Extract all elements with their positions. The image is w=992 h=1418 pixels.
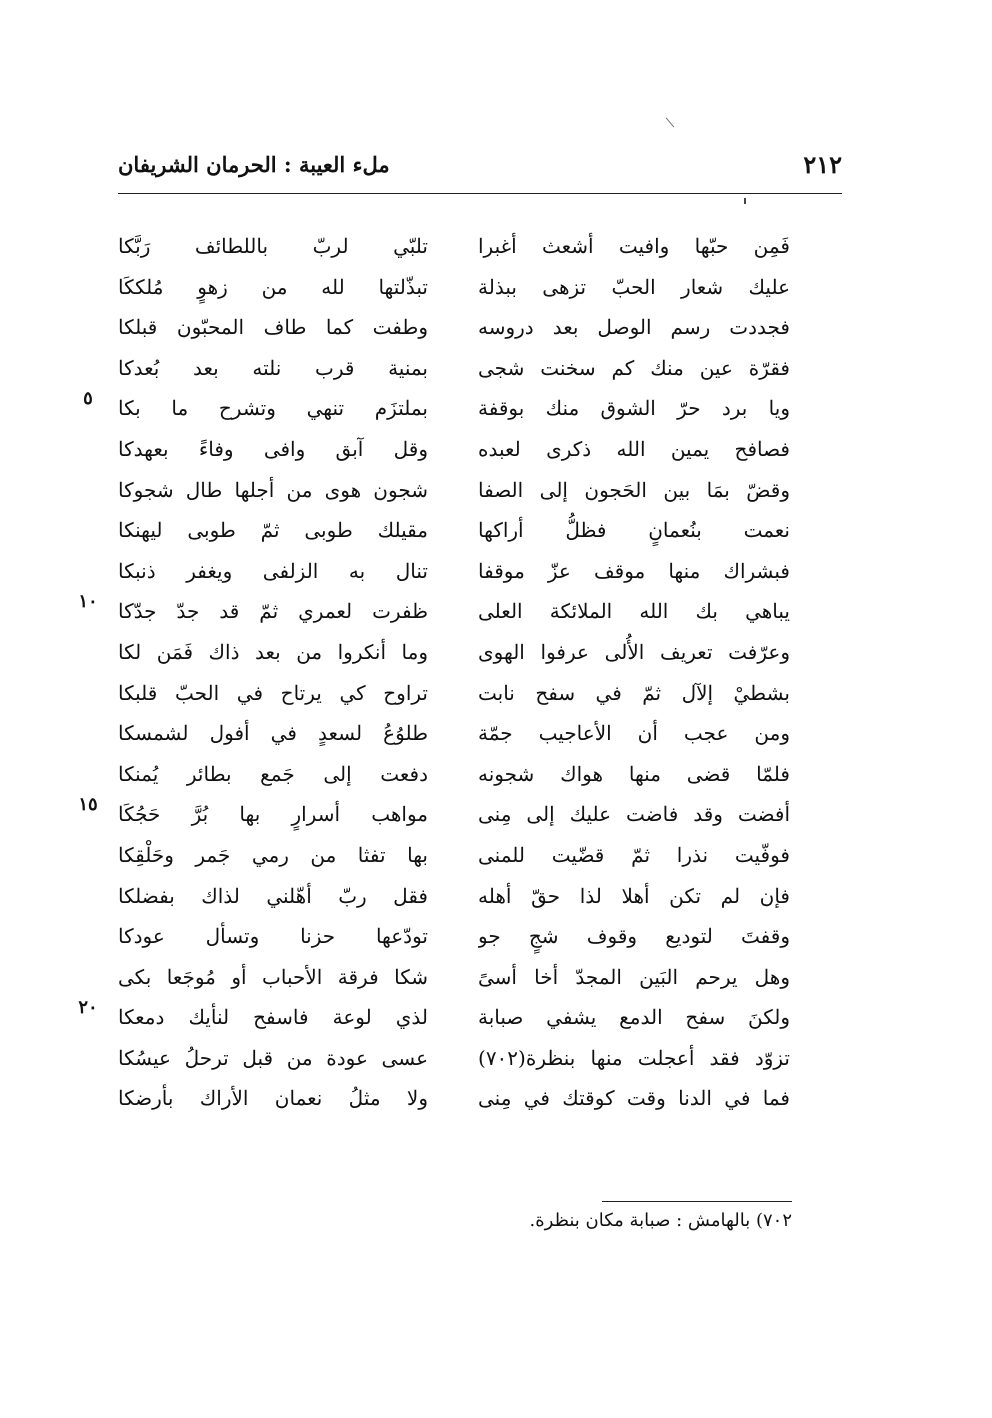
verse-line: ويا برد حرّ الشوق منك بوقفة <box>478 396 790 421</box>
footnote-rule <box>602 1201 792 1202</box>
verse-line: مواهب أسرارٍ بها بُرَّ حَجُكَا <box>118 802 428 827</box>
running-title: ملء العيبة : الحرمان الشريفان <box>118 152 390 177</box>
verse-line: نعمت بنُعمانٍ فظلُّ أراكها <box>478 518 790 543</box>
verse-line: فإن لم تكن أهلا لذا حقّ أهله <box>478 883 790 908</box>
verse-line: فما في الدنا وقت كوقتك في مِنى <box>478 1086 790 1111</box>
verse-line: شجون هوى من أجلها طال شجوكا <box>118 477 428 502</box>
verse-line: أفضت وقد فاضت عليك إلى مِنى <box>478 802 790 827</box>
verse-line: يباهي بك الله الملائكة العلى <box>478 599 790 624</box>
scan-mark <box>666 118 674 128</box>
scan-mark <box>744 198 746 204</box>
verse-line: وطفت كما طاف المحبّون قبلكا <box>118 315 428 340</box>
verse-line: شكا فرقة الأحباب أو مُوجَعا بكى <box>118 964 428 989</box>
verse-line: وقضّ بمَا بين الحَجون إلى الصفا <box>478 477 790 502</box>
verse-line: وما أنكروا من بعد ذاك فَمَن لكا <box>118 639 428 664</box>
verse-line: فَمِن حبّها وافيت أشعث أغبرا <box>478 234 790 258</box>
verse-line: فقل ربّ أهّلني لذاك بفضلكا <box>118 883 428 908</box>
verse-line: وعرّفت تعريف الأُلى عرفوا الهوى <box>478 639 790 664</box>
verse-line: فوفّيت نذرا ثمّ قضّيت للمنى <box>478 842 790 867</box>
verse-line: تودّعها حزنا وتسأل عودكا <box>118 924 428 949</box>
verse-line: بها تفثا من رمي جَمر وحَلْقِكا <box>118 842 428 867</box>
verse-line: فلمّا قضى منها هواك شجونه <box>478 761 790 786</box>
verse-line: بملتزَم تنهي وتشرح ما بكا <box>118 396 428 421</box>
footnote: ٧٠٢) بالهامش : صبابة مكان بنظرة. <box>529 1210 792 1231</box>
verse-line: فقرّة عين منك كم سخنت شجى <box>478 355 790 380</box>
verse-line: تزوّد فقد أعجلت منها بنظرة(٧٠٢) <box>478 1045 790 1070</box>
verse-line: تبذّلتها لله من زهوٍ مُلككَا <box>118 274 428 299</box>
verse-line: ولكنَ سفح الدمع يشفي صبابة <box>478 1005 790 1030</box>
verse-line: لذي لوعة فاسفح لنأيك دمعكا <box>118 1005 428 1030</box>
verse-line: بشطيْ إلآل ثمّ في سفح نابت <box>478 680 790 705</box>
verse-line: وقل آبق وافى وفاءً بعهدكا <box>118 436 428 461</box>
verse-line: ولا مثلُ نعمان الأراك بأرضكا <box>118 1086 428 1111</box>
line-number: ١٥ <box>78 794 98 815</box>
verse-line: تراوح كي يرتاح في الحبّ قلبكا <box>118 680 428 705</box>
verse-line: ومن عجب أن الأعاجيب جمّة <box>478 721 790 746</box>
verse-line: ظفرت لعمري ثمّ قد جدّ جدّكا <box>118 599 428 624</box>
verse-line: فبشراك منها موقف عزّ موقفا <box>478 558 790 583</box>
verse-line: بمنية قرب نلته بعد بُعدكا <box>118 355 428 380</box>
verse-line: مقيلك طوبى ثمّ طوبى ليهنكا <box>118 518 428 543</box>
verse-line: وقفتَ لتوديع وقوف شجٍ جو <box>478 924 790 949</box>
right-column-hemistichs <box>478 226 790 1119</box>
verse-line: عسى عودة من قبل ترحلُ عيسُكا <box>118 1045 428 1070</box>
verse-line: طلوُعُ لسعدٍ في أفول لشمسكا <box>118 721 428 746</box>
verse-line: وهل يرحم البَين المجدّ أخا أسىً <box>478 964 790 989</box>
page-header <box>118 150 842 190</box>
line-number: ٥ <box>83 388 93 409</box>
verse-line: فجددت رسم الوصل بعد دروسه <box>478 315 790 340</box>
verse-line: تلبّي لربّ باللطائف رَبَّكا <box>118 234 428 258</box>
line-number: ٢٠ <box>78 997 98 1018</box>
left-column-hemistichs <box>118 226 428 1119</box>
page-number: ٢١٢ <box>803 150 842 179</box>
verse-line: تنال به الزلفى ويغفر ذنبكا <box>118 558 428 583</box>
header-rule <box>118 193 842 194</box>
verse-line: فصافح يمين الله ذكرى لعبده <box>478 436 790 461</box>
verse-line: عليك شعار الحبّ تزهى ببذلة <box>478 274 790 299</box>
line-number: ١٠ <box>78 591 98 612</box>
verse-line: دفعت إلى جَمع بطائر يُمنكا <box>118 761 428 786</box>
